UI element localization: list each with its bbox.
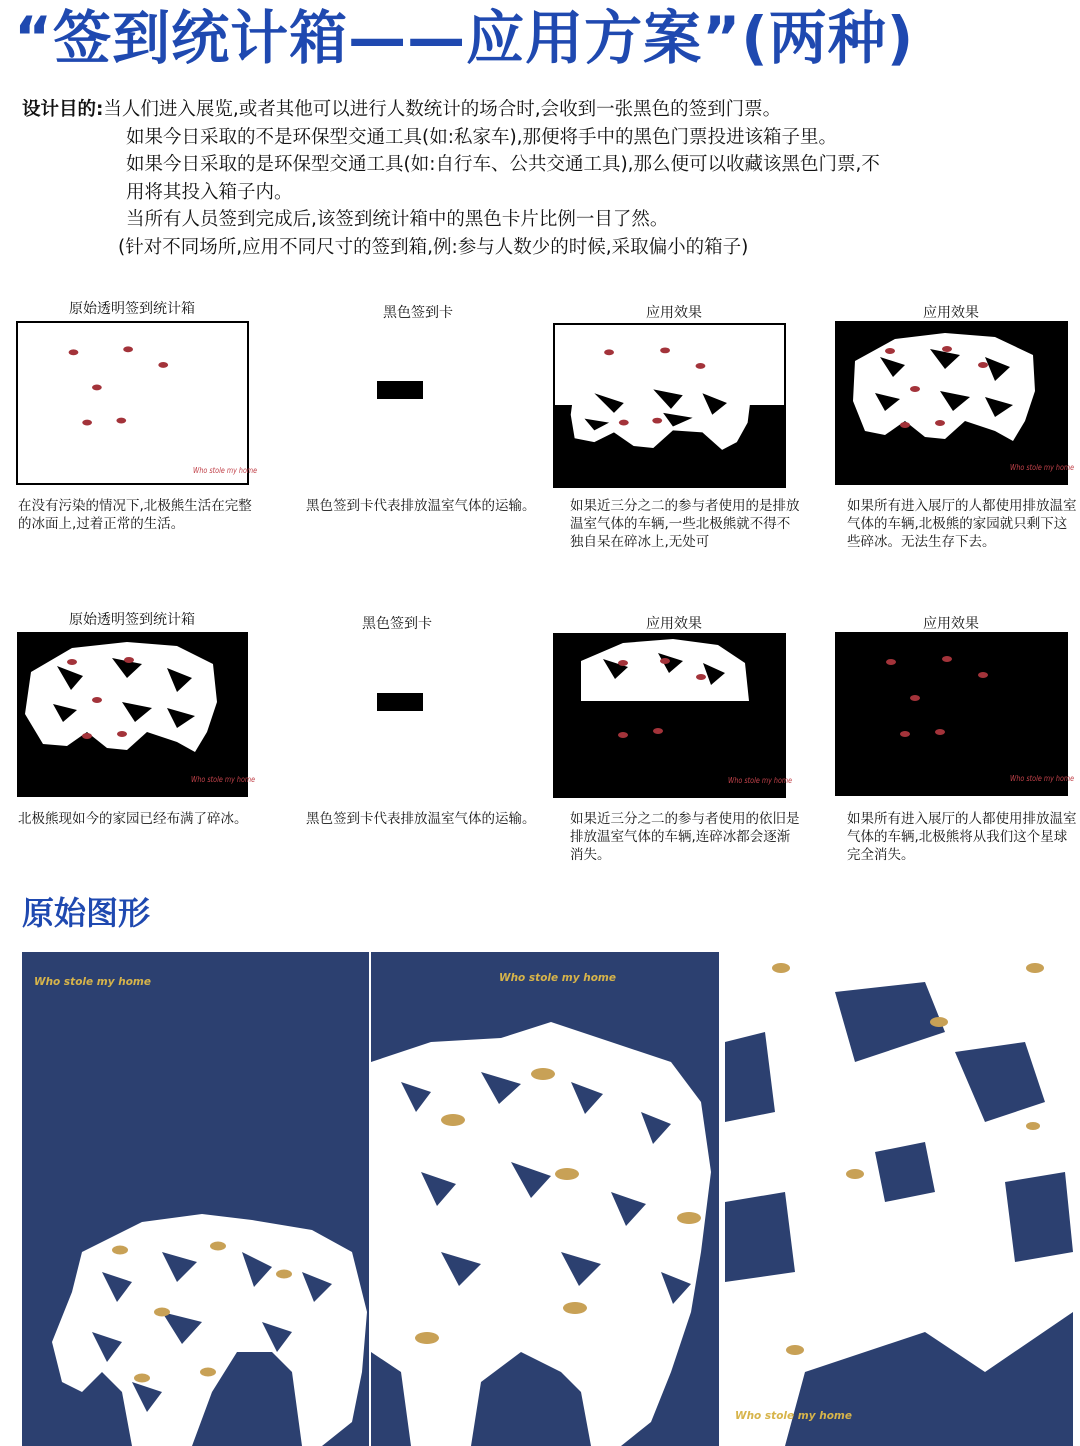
original-graphics-heading: 原始图形 [22,894,151,932]
bear-icons [886,656,988,737]
purpose-line-3: 如果今日采取的是环保型交通工具(如:自行车、公共交通工具),那么便可以收藏该黑色门票,不 [126,154,880,175]
s1-desc-4: 如果所有进入展厅的人都使用排放温室气体的车辆,北极熊的家园就只剩下这些碎冰。无法生存下去。 [847,498,1077,550]
purpose-label: 设计目的: [22,99,104,120]
s2-caption-1: 原始透明签到统计箱 [69,612,195,628]
purpose-line-4: 用将其投入箱子内。 [126,181,293,203]
s2-caption-3: 应用效果 [646,616,702,632]
s1-caption-1: 原始透明签到统计箱 [69,301,195,317]
s1-box-illustration [18,323,247,483]
poster-2-tag: Who stole my home [499,972,616,984]
s1-transparent-box [16,321,258,485]
s2-broken-ice-box [17,632,256,797]
s1-desc-1: 在没有污染的情况下,北极熊生活在完整的冰面上,过着正常的生活。 [18,498,252,532]
s1-desc-3: 如果近三分之二的参与者使用的是排放温室气体的车辆,一些北极熊就不得不独自呆在碎冰上,无处可 [570,498,800,550]
s1-caption-2: 黑色签到卡 [383,305,453,321]
purpose-line-5: 当所有人员签到完成后,该签到统计箱中的黑色卡片比例一目了然。 [126,209,669,230]
s2-effect-all-watermark: Who stole my home [1010,774,1075,783]
poster-2 [371,952,719,1446]
s2-desc-2: 黑色签到卡代表排放温室气体的运输。 [306,811,536,827]
s2-box-watermark: Who stole my home [191,775,256,784]
poster-1-art [22,952,369,1446]
s1-effect-two-thirds-art [555,325,784,486]
poster-3-tag: Who stole my home [735,1410,852,1422]
poster-2-art [371,952,719,1446]
s2-caption-2: 黑色签到卡 [362,616,432,632]
s2-effect-two-thirds [553,633,793,798]
s1-effect-all-art [835,321,1068,485]
s2-effect-two-thirds-watermark: Who stole my home [728,776,793,785]
s1-desc-2: 黑色签到卡代表排放温室气体的运输。 [306,498,536,514]
purpose-line-2: 如果今日采取的不是环保型交通工具(如:私家车),那便将手中的黑色门票投进该箱子里。 [126,126,838,148]
s1-effect-all-watermark: Who stole my home [1010,463,1075,472]
design-purpose [22,96,1067,261]
purpose-line-1 [22,96,1067,124]
poster-3 [725,952,1073,1446]
s1-effect-two-thirds [553,323,786,488]
purpose-text-1: 当人们进入展览,或者其他可以进行人数统计的场合时,会收到一张黑色的签到门票。 [103,99,782,120]
s2-caption-4: 应用效果 [923,616,979,632]
s2-desc-3: 如果近三分之二的参与者使用的依旧是排放温室气体的车辆,连碎冰都会逐渐消失。 [570,811,800,863]
poster-3-art [725,952,1073,1446]
s2-desc-4: 如果所有进入展厅的人都使用排放温室气体的车辆,北极熊将从我们这个星球完全消失。 [847,811,1077,863]
s1-effect-all [835,321,1075,485]
s1-box-watermark: Who stole my home [193,466,258,475]
s2-effect-two-thirds-art [553,633,786,798]
s2-desc-1: 北极熊现如今的家园已经布满了碎冰。 [18,811,248,827]
s2-effect-all-art [835,632,1068,796]
s2-broken-ice-art [17,632,248,797]
bear-icons [69,346,169,425]
s2-effect-all [835,632,1075,796]
poster-1-tag: Who stole my home [34,976,151,988]
page-title: “签到统计箱——应用方案”(两种) [14,4,915,72]
s1-caption-3: 应用效果 [646,305,702,321]
s1-black-card [377,381,423,399]
poster-1 [22,952,369,1446]
purpose-line-6: (针对不同场所,应用不同尺寸的签到箱,例:参与人数少的时候,采取偏小的箱子) [118,236,749,258]
s2-black-card [377,693,423,711]
s1-caption-4: 应用效果 [923,305,979,321]
